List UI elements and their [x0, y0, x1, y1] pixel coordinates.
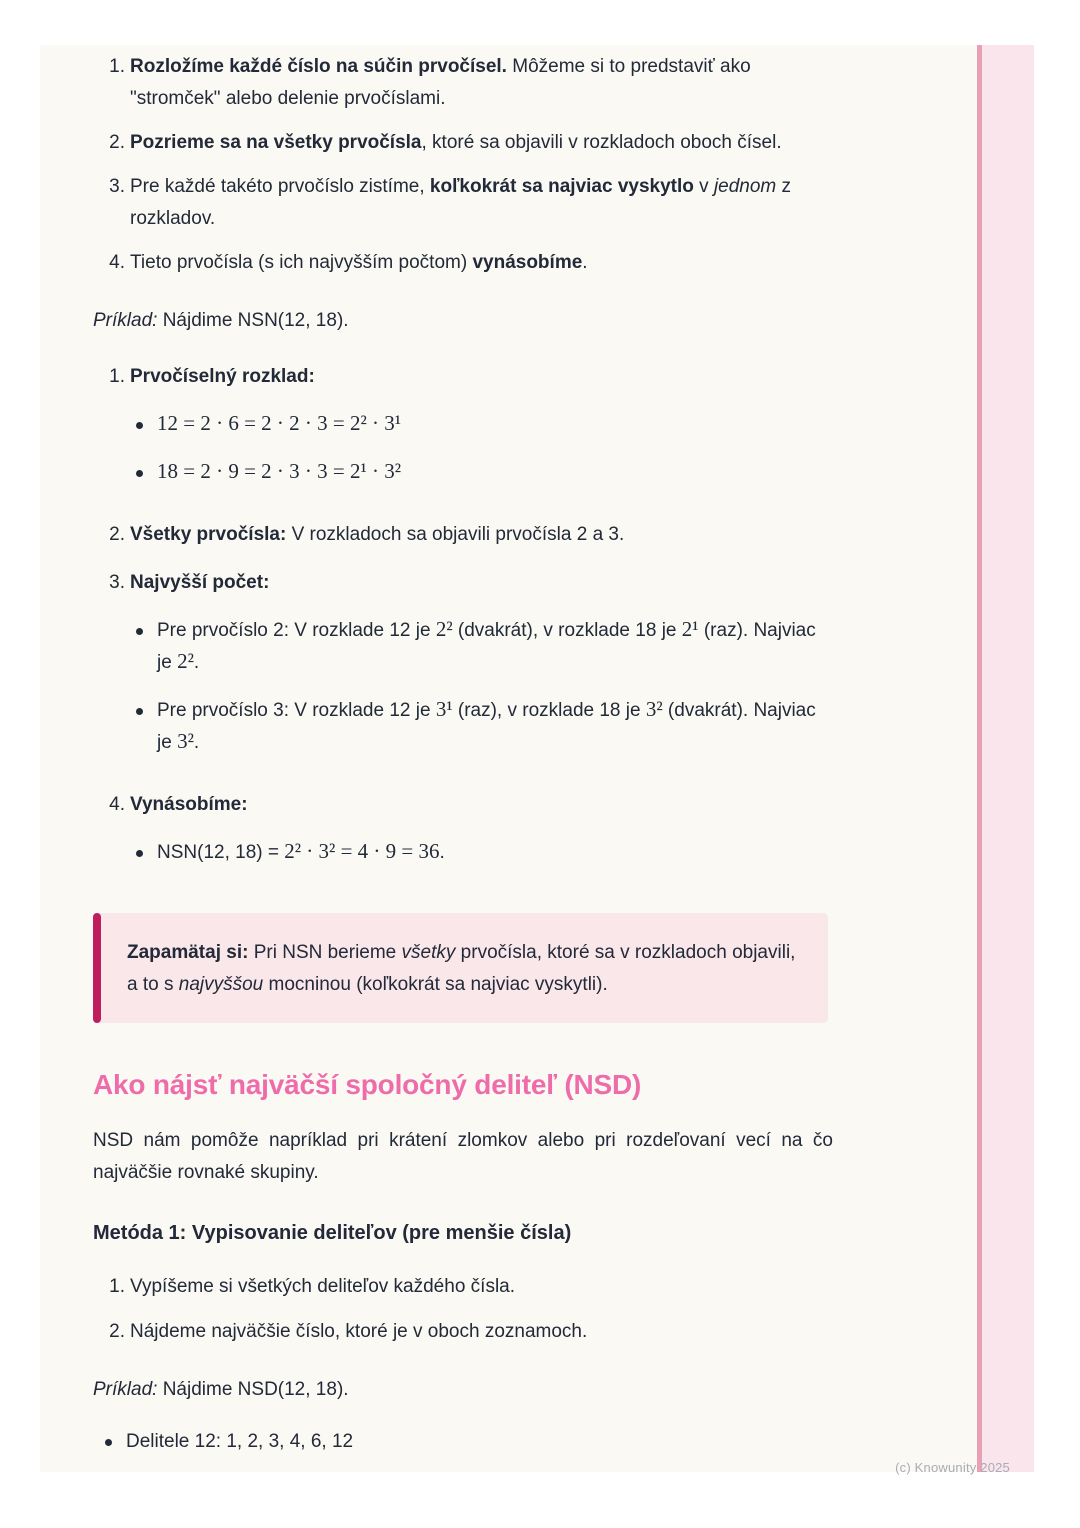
bullet-text: Delitele 12: 1, 2, 3, 4, 6, 12 — [126, 1431, 354, 1452]
list-item-text: Vypíšeme si všetkých deliteľov každého čísla. — [130, 1276, 516, 1297]
example-nsn-paragraph: Príklad: Nájdime NSN(12, 18). — [93, 310, 349, 331]
list-item-text: Rozložíme každé číslo na súčin prvočísel. Môžeme si to predstaviť ako "stromček" alebo delenie prvočíslami. — [130, 56, 751, 109]
bullet-item — [136, 409, 833, 441]
nsn-example-steps-list — [93, 361, 833, 883]
list-item-number: 2. — [109, 1321, 125, 1342]
bullet-icon — [136, 850, 143, 857]
list-item-number: 1. — [109, 366, 125, 387]
watermark-strip — [977, 45, 1034, 1472]
list-item — [93, 361, 833, 503]
list-item-text: Tieto prvočísla (s ich najvyšším počtom) vynásobíme. — [130, 252, 588, 273]
bullet-icon — [136, 628, 143, 635]
bullet-icon — [136, 708, 143, 715]
list-item-text: Najvyšší počet: — [130, 572, 270, 593]
bullet-item — [136, 457, 833, 489]
list-item-number: 2. — [109, 524, 125, 545]
bullet-text: Pre prvočíslo 2: V rozklade 12 je 2² (dvakrát), v rozklade 18 je 2¹ (raz). Najviac je 2². — [157, 617, 816, 673]
bullet-icon — [136, 470, 143, 477]
math-line: NSN(12, 18) = 2² · 3² = 4 · 9 = 36. — [157, 839, 445, 863]
list-item-text: Všetky prvočísla: V rozkladoch sa objavili prvočísla 2 a 3. — [130, 524, 625, 545]
bullet-text: Pre prvočíslo 3: V rozklade 12 je 3¹ (raz), v rozklade 18 je 3² (dvakrát). Najviac je 3². — [157, 697, 816, 753]
list-item-text: Prvočíselný rozklad: — [130, 366, 315, 387]
math-line: 18 = 2 · 9 = 2 · 3 · 3 = 2¹ · 3² — [157, 459, 402, 483]
list-item-number: 1. — [109, 1276, 125, 1297]
callout-text: Zapamätaj si: Pri NSN berieme všetky prvočísla, ktoré sa v rozkladoch objavili, a to s najvyššou mocninou (koľkokrát sa najviac vyskytli). — [127, 942, 796, 995]
list-item-text: Nájdeme najväčšie číslo, ktoré je v oboch zoznamoch. — [130, 1321, 588, 1342]
list-item — [93, 51, 833, 115]
nested-bullet-list — [130, 837, 833, 869]
nsd-intro-paragraph: NSD nám pomôže napríklad pri krátení zlomkov alebo pri rozdeľovaní vecí na čo najväčšie rovnaké skupiny. — [93, 1130, 833, 1183]
list-item — [93, 171, 833, 235]
nsd-method-steps-list — [93, 1271, 833, 1348]
bullet-item — [136, 695, 833, 759]
math-line: 12 = 2 · 6 = 2 · 2 · 3 = 2² · 3¹ — [157, 411, 402, 435]
list-item — [93, 1271, 833, 1303]
list-item-text: Vynásobíme: — [130, 794, 248, 815]
callout-accent-bar — [93, 913, 101, 1023]
list-item-number: 4. — [109, 252, 125, 273]
list-item-number: 1. — [109, 56, 125, 77]
list-item — [93, 1316, 833, 1348]
list-item-number: 3. — [109, 176, 125, 197]
divisors-bullet-list — [93, 1426, 833, 1458]
bullet-item — [136, 837, 833, 869]
bullet-item — [105, 1426, 833, 1458]
list-item-number: 3. — [109, 572, 125, 593]
example-nsd-paragraph: Príklad: Nájdime NSD(12, 18). — [93, 1379, 349, 1400]
notes-page-card — [40, 45, 1034, 1472]
list-item-number: 4. — [109, 794, 125, 815]
bullet-icon — [136, 422, 143, 429]
list-item-number: 2. — [109, 132, 125, 153]
copyright-watermark: (c) Knowunity 2025 — [895, 1460, 1010, 1475]
list-item — [93, 789, 833, 883]
watermark-strip-accent-line — [977, 45, 982, 1472]
nsn-method-steps-list — [93, 51, 833, 279]
remember-callout — [93, 913, 828, 1023]
list-item — [93, 247, 833, 279]
list-item — [93, 519, 833, 551]
list-item-text: Pozrieme sa na všetky prvočísla, ktoré sa objavili v rozkladoch oboch čísel. — [130, 132, 782, 153]
bullet-item — [136, 615, 833, 679]
list-item-text: Pre každé takéto prvočíslo zistíme, koľkokrát sa najviac vyskytlo v jednom z rozkladov. — [130, 176, 792, 229]
bullet-icon — [105, 1439, 112, 1446]
nested-bullet-list — [130, 615, 833, 759]
nsd-section-heading: Ako nájsť najväčší spoločný deliteľ (NSD) — [93, 1069, 642, 1100]
list-item — [93, 567, 833, 773]
method1-heading: Metóda 1: Vypisovanie deliteľov (pre menšie čísla) — [93, 1222, 572, 1244]
nested-bullet-list — [130, 409, 833, 489]
list-item — [93, 127, 833, 159]
document-content — [40, 45, 833, 1458]
